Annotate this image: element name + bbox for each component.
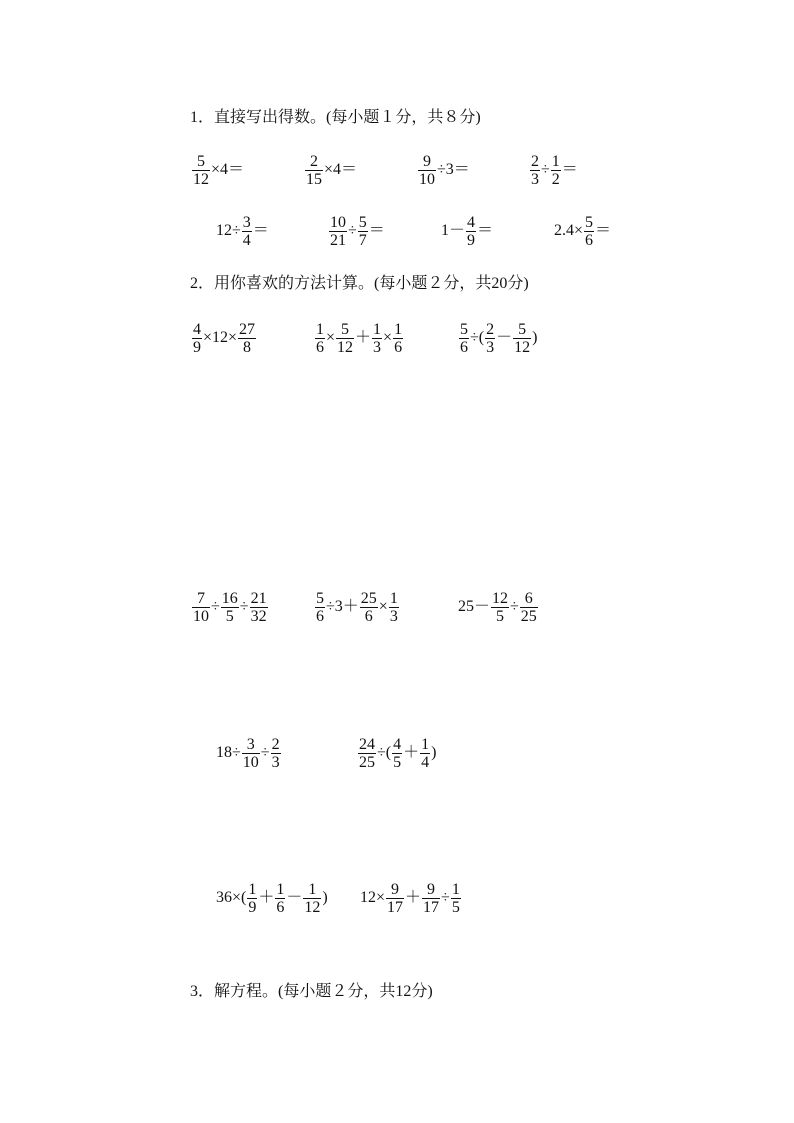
operator-text: ＝	[252, 222, 269, 239]
operator-text: ＝	[477, 222, 494, 239]
numerator: 1	[551, 152, 560, 170]
fraction	[221, 590, 239, 625]
operator-text: 12×	[360, 889, 386, 906]
numerator: 9	[423, 152, 431, 170]
denominator: 5	[451, 898, 460, 916]
numerator: 21	[250, 589, 267, 607]
numerator: 1	[316, 320, 324, 338]
problem-2-10	[360, 876, 462, 920]
denominator: 5	[393, 753, 402, 771]
denominator: 12	[304, 898, 321, 916]
operator-text: ＝	[368, 222, 385, 239]
denominator: 25	[359, 753, 375, 771]
fraction	[315, 321, 325, 356]
denominator: 4	[421, 753, 430, 771]
numerator: 10	[330, 213, 346, 231]
fraction	[305, 153, 323, 188]
numerator: 6	[524, 589, 533, 607]
denominator: 3	[373, 338, 382, 356]
denominator: 9	[193, 338, 201, 356]
numerator: 5	[341, 320, 350, 338]
fraction	[315, 590, 325, 625]
operator-text: )	[532, 329, 538, 346]
operator-text: )	[431, 744, 437, 761]
fraction	[242, 214, 252, 249]
operator-text: )	[322, 889, 328, 906]
problem-2-9	[216, 876, 328, 920]
operator-text: 18÷	[216, 744, 241, 761]
numerator: 25	[360, 589, 377, 607]
fraction	[336, 321, 354, 356]
fraction	[422, 881, 440, 916]
denominator: 6	[460, 338, 468, 356]
problem-2-3	[458, 316, 537, 360]
numerator: 2	[531, 152, 539, 170]
operator-text: ÷3＝	[437, 161, 470, 178]
numerator: 5	[316, 589, 324, 607]
numerator: 5	[358, 213, 367, 231]
denominator: 17	[423, 898, 440, 916]
operator-text: ÷	[260, 744, 270, 761]
denominator: 17	[387, 898, 404, 916]
fraction	[459, 321, 469, 356]
fraction	[247, 881, 257, 916]
operator-text: ×	[383, 329, 393, 346]
problem-2-8	[357, 731, 436, 775]
numerator: 4	[193, 320, 201, 338]
problem-1-8	[554, 209, 611, 253]
problem-1-2	[304, 148, 357, 192]
operator-text: ÷	[348, 222, 357, 239]
fraction	[358, 736, 376, 771]
operator-text: ＋	[403, 744, 420, 761]
numerator: 3	[242, 213, 251, 231]
operator-text: ＝	[595, 222, 612, 239]
section-heading-2: 2．用你喜欢的方法计算。(每小题２分，共20分)	[190, 275, 529, 292]
denominator: 10	[419, 170, 435, 188]
fraction	[389, 590, 399, 625]
numerator: 1	[373, 320, 382, 338]
operator-text: 12÷	[216, 222, 241, 239]
fraction	[393, 321, 403, 356]
fraction	[271, 736, 281, 771]
numerator: 9	[391, 880, 400, 898]
denominator: 12	[193, 170, 209, 188]
denominator: 32	[250, 607, 267, 625]
problem-2-2	[314, 316, 404, 360]
operator-text: －	[286, 889, 303, 906]
numerator: 1	[248, 880, 257, 898]
problem-1-4	[529, 148, 578, 192]
denominator: 12	[337, 338, 354, 356]
numerator: 5	[460, 320, 468, 338]
denominator: 25	[520, 607, 537, 625]
fraction	[192, 153, 210, 188]
numerator: 5	[585, 213, 594, 231]
numerator: 27	[239, 320, 256, 338]
denominator: 21	[330, 231, 346, 249]
fraction	[358, 214, 368, 249]
numerator: 4	[467, 213, 476, 231]
problem-1-3	[417, 148, 470, 192]
fraction	[238, 321, 256, 356]
denominator: 9	[467, 231, 476, 249]
operator-text: ÷(	[377, 744, 392, 761]
numerator: 2	[271, 735, 280, 753]
problem-2-5	[314, 585, 400, 629]
problem-1-7	[441, 209, 493, 253]
denominator: 6	[364, 607, 373, 625]
fraction	[513, 321, 531, 356]
denominator: 3	[271, 753, 280, 771]
operator-text: ÷	[211, 598, 220, 615]
denominator: 10	[193, 607, 209, 625]
operator-text: ＋	[405, 889, 422, 906]
numerator: 5	[197, 152, 205, 170]
denominator: 6	[276, 898, 285, 916]
denominator: 6	[585, 231, 594, 249]
problem-1-6	[328, 209, 385, 253]
denominator: 3	[531, 170, 539, 188]
fraction	[275, 881, 285, 916]
fraction	[584, 214, 594, 249]
operator-text: ＋	[355, 329, 372, 346]
problem-2-7	[216, 731, 282, 775]
denominator: 5	[225, 607, 234, 625]
fraction	[530, 153, 540, 188]
operator-text: ×4＝	[324, 161, 358, 178]
denominator: 9	[248, 898, 257, 916]
problem-2-6	[458, 585, 539, 629]
numerator: 1	[421, 735, 430, 753]
numerator: 2	[486, 320, 495, 338]
operator-text: ×4＝	[211, 161, 245, 178]
operator-text: ×12×	[203, 329, 238, 346]
fraction	[491, 590, 509, 625]
operator-text: －	[496, 329, 513, 346]
fraction	[242, 736, 260, 771]
denominator: 10	[242, 753, 259, 771]
denominator: 12	[514, 338, 531, 356]
numerator: 1	[451, 880, 460, 898]
fraction	[520, 590, 538, 625]
denominator: 2	[551, 170, 560, 188]
operator-text: 25－	[458, 598, 491, 615]
denominator: 6	[316, 607, 324, 625]
numerator: 2	[310, 152, 318, 170]
denominator: 7	[358, 231, 367, 249]
fraction	[485, 321, 495, 356]
operator-text: ＋	[258, 889, 275, 906]
denominator: 8	[243, 338, 252, 356]
operator-text: ÷	[239, 598, 249, 615]
problem-1-5	[216, 209, 269, 253]
numerator: 7	[197, 589, 205, 607]
fraction	[466, 214, 476, 249]
problem-2-4	[191, 585, 269, 629]
fraction	[250, 590, 268, 625]
denominator: 6	[394, 338, 403, 356]
fraction	[418, 153, 436, 188]
denominator: 4	[242, 231, 251, 249]
operator-text: ÷(	[470, 329, 485, 346]
fraction	[192, 321, 202, 356]
fraction	[386, 881, 404, 916]
denominator: 6	[316, 338, 324, 356]
fraction	[451, 881, 461, 916]
numerator: 1	[394, 320, 403, 338]
numerator: 9	[427, 880, 436, 898]
denominator: 3	[389, 607, 398, 625]
numerator: 1	[308, 880, 317, 898]
operator-text: 36×(	[216, 889, 247, 906]
section-heading-1: 1．直接写出得数。(每小题１分，共８分)	[190, 109, 481, 126]
operator-text: 1－	[441, 222, 466, 239]
denominator: 5	[496, 607, 505, 625]
numerator: 5	[518, 320, 527, 338]
problem-2-1	[191, 316, 257, 360]
operator-text: ÷	[510, 598, 519, 615]
denominator: 3	[486, 338, 495, 356]
numerator: 3	[246, 735, 255, 753]
fraction	[392, 736, 402, 771]
numerator: 16	[221, 589, 238, 607]
fraction	[551, 153, 561, 188]
operator-text: 2.4×	[554, 222, 584, 239]
fraction	[192, 590, 210, 625]
section-heading-3: 3．解方程。(每小题２分，共12分)	[190, 983, 433, 1000]
numerator: 12	[492, 589, 509, 607]
operator-text: ＝	[561, 161, 578, 178]
operator-text: ÷3＋	[326, 598, 359, 615]
fraction	[303, 881, 321, 916]
numerator: 24	[359, 735, 375, 753]
operator-text: ×	[378, 598, 388, 615]
numerator: 4	[393, 735, 402, 753]
operator-text: ×	[326, 329, 336, 346]
fraction	[372, 321, 382, 356]
operator-text: ÷	[441, 889, 450, 906]
numerator: 1	[276, 880, 285, 898]
operator-text: ÷	[541, 161, 550, 178]
problem-1-1	[191, 148, 244, 192]
fraction	[420, 736, 430, 771]
fraction	[329, 214, 347, 249]
fraction	[360, 590, 378, 625]
numerator: 1	[389, 589, 398, 607]
denominator: 15	[306, 170, 322, 188]
